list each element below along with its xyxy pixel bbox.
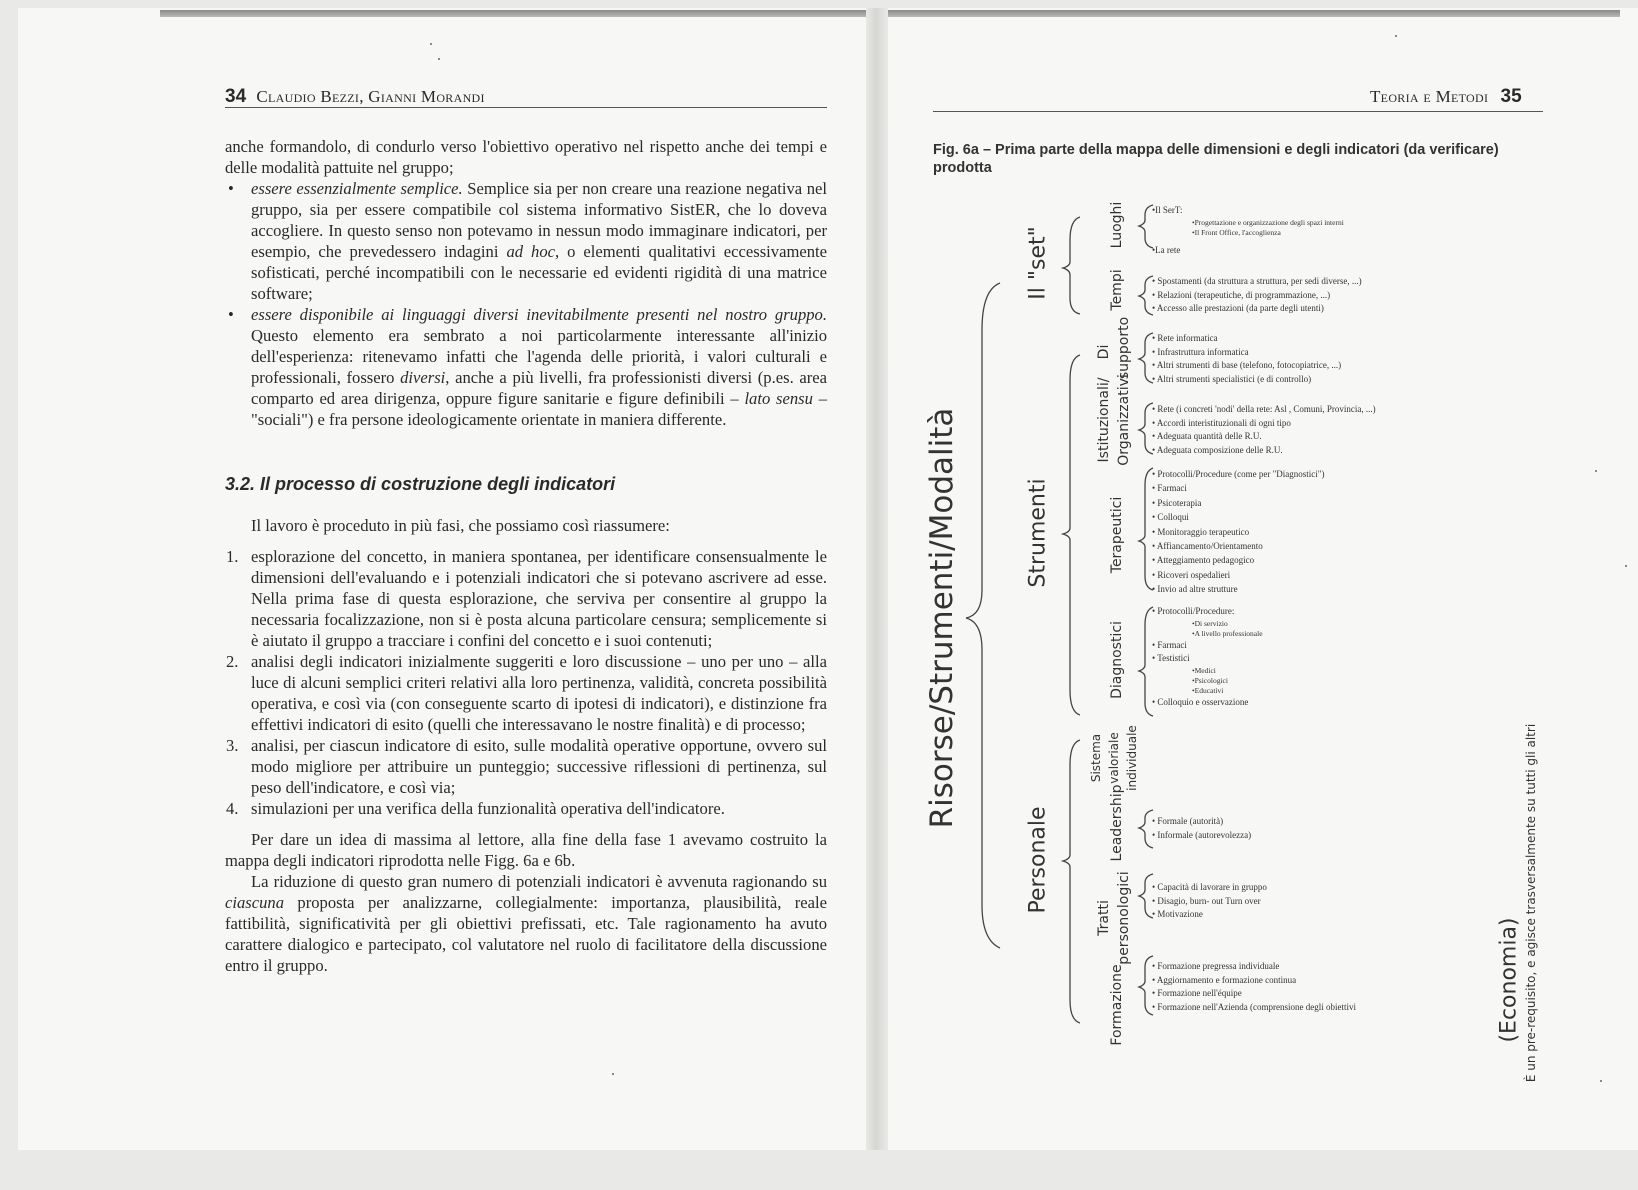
list-item: • Disagio, burn- out Turn over bbox=[1152, 895, 1261, 906]
list-item: • Colloquio e osservazione bbox=[1152, 696, 1249, 707]
scan-speck bbox=[1395, 35, 1397, 37]
list-item: • Formazione nell'Azienda (comprensione degli obiettivi bbox=[1152, 1001, 1356, 1012]
list-leadership bbox=[1152, 815, 1251, 842]
left-running-head-authors: Claudio Bezzi, Gianni Morandi bbox=[256, 87, 485, 106]
map-sub-supporto: Di bbox=[1096, 344, 1112, 360]
list-istituzionali bbox=[1152, 403, 1376, 457]
list-item: • Altri strumenti di base (telefono, fotocopiatrice, ...) bbox=[1152, 360, 1342, 370]
left-page-number: 34 bbox=[225, 86, 247, 107]
scan-speck bbox=[1625, 565, 1627, 567]
numbered-step: 3. analisi, per ciascun indicatore di esito, sulle modalità operative opportune, ovvero sul modo migliore per attribuire un punteggio; successive riflessioni di pertinenza, sul peso dell'indicatore, e così via; bbox=[226, 736, 827, 797]
list-item: • Protocolli/Procedure (come per "Diagnostici") bbox=[1152, 469, 1325, 479]
map-sub-sistema: Sistema bbox=[1089, 733, 1103, 783]
section-intro: Il lavoro è proceduto in più fasi, che possiamo così riassumere: bbox=[251, 516, 670, 535]
list-item: •Il Front Office, l'accoglienza bbox=[1192, 227, 1281, 237]
list-item: • Atteggiamento pedagogico bbox=[1152, 555, 1255, 566]
map-sub-organizzativi: Organizzativi bbox=[1116, 374, 1132, 466]
list-item: • Protocolli/Procedure: bbox=[1152, 606, 1235, 616]
bullet-item: • essere disponibile ai linguaggi diversi inevitabilmente presenti nel nostro gruppo. Questo elemento era sembrato a noi particolarmente interessante all'inizio dell'esperienza: ritenevamo infatti che l'agenda delle priorità, i valori culturali e professionali, fossero diversi, anche a più livelli, fra professionisti diversi (p.es. area comparto ed area dirigenza, oppure figure sanitarie e figure definibili – lato sensu – "sociali") e fra persone ideologicamente orientate in maniera differente. bbox=[228, 305, 827, 429]
list-item: •Educativi bbox=[1192, 685, 1224, 695]
numbered-step: 1. esplorazione del concetto, in maniera spontanea, per identificare consensualmente le dimensioni dell'evaluando e i potenziali indicatori che si potevano ascrivere ad esse. Nella prima fase di questa esplorazione, che serviva per consentire al gruppo la necessaria focalizzazione, non si è posta alcuna particolare censura; semplicemente si è aiutato il gruppo a tracciare i confini del concetto e i suoi contenuti; bbox=[226, 547, 827, 650]
list-item: • Formazione nell'équipe bbox=[1152, 988, 1242, 998]
scan-speck bbox=[430, 43, 432, 45]
list-item: •Psicologici bbox=[1192, 675, 1228, 685]
numbered-step: 4. simulazioni per una verifica della funzionalità operativa dell'indicatore. bbox=[226, 799, 725, 818]
list-item: • Farmaci bbox=[1152, 639, 1187, 650]
text-continuation: anche formandolo, di condurlo verso l'obiettivo operativo nel rispetto anche dei tempi e delle modalità pattuite nel gruppo; bbox=[225, 137, 827, 177]
list-item: • Colloqui bbox=[1152, 512, 1189, 523]
map-sub-leadership: Leadership bbox=[1109, 784, 1125, 862]
list-luoghi bbox=[1152, 204, 1344, 257]
list-item: • Informale (autorevolezza) bbox=[1152, 829, 1252, 840]
scan-speck bbox=[1600, 1080, 1602, 1082]
list-item: • Monitoraggio terapeutico bbox=[1152, 526, 1250, 537]
map-group-set: Il "set" bbox=[1025, 226, 1051, 300]
body-paragraph: La riduzione di questo gran numero di potenziali indicatori è avvenuta ragionando su ciascuna proposta per analizzarne, collegialmente: importanza, plausibilità, reale fattibilità, significatività per gli obiettivi prefissati, etc. Tale ragionamento ha avuto carattere dialogico e partecipato, col valutatore nel ruolo di facilitatore della discussione entro il gruppo. bbox=[225, 872, 827, 975]
map-sub-supporto: supporto bbox=[1116, 316, 1132, 380]
list-item: •Di servizio bbox=[1192, 618, 1228, 628]
list-formazione bbox=[1152, 960, 1356, 1014]
map-root-label: Risorse/Strumenti/Modalità bbox=[924, 407, 960, 829]
list-item: • Altri strumenti specialistici (e di controllo) bbox=[1152, 373, 1312, 384]
list-item: •Progettazione e organizzazione degli spazi interni bbox=[1192, 217, 1344, 227]
right-page-number: 35 bbox=[1500, 86, 1522, 107]
luoghi-brace bbox=[1139, 205, 1153, 248]
map-sub-sistema: individuale bbox=[1125, 725, 1139, 791]
list-item: • Invio ad altre strutture bbox=[1152, 584, 1238, 595]
list-item: • Adeguata quantità delle R.U. bbox=[1152, 431, 1262, 441]
body-paragraph: Per dare un idea di massima al lettore, alla fine della fase 1 avevamo costruito la mappa degli indicatori riprodotta nelle Figg. 6a e 6b. bbox=[225, 830, 827, 870]
list-item: •A livello professionale bbox=[1192, 628, 1263, 638]
list-item: • Aggiornamento e formazione continua bbox=[1152, 974, 1297, 985]
list-item: •Medici bbox=[1192, 665, 1216, 675]
map-sub-tratti: personologici bbox=[1116, 871, 1132, 965]
list-item: • Rete informatica bbox=[1152, 333, 1218, 343]
list-item: • Motivazione bbox=[1152, 909, 1203, 919]
map-sub-tempi: Tempi bbox=[1109, 269, 1125, 311]
list-item: • Relazioni (terapeutiche, di programmazione, ...) bbox=[1152, 289, 1331, 300]
map-sub-terapeutici: Terapeutici bbox=[1109, 496, 1125, 574]
map-sub-luoghi: Luoghi bbox=[1109, 201, 1125, 249]
map-sub-sistema: valoriale bbox=[1107, 732, 1121, 784]
map-group-personale: Personale bbox=[1025, 806, 1051, 914]
list-item: • Formazione pregressa individuale bbox=[1152, 961, 1280, 971]
list-item: •Il SerT: bbox=[1152, 205, 1183, 215]
map-sub-tratti: Tratti bbox=[1096, 900, 1112, 936]
list-terapeutici bbox=[1152, 467, 1324, 597]
list-item: • Rete (i concreti 'nodi' della rete: Asl , Comuni, Provincia, ...) bbox=[1152, 404, 1376, 414]
right-running-head-title: Teoria e Metodi bbox=[1370, 87, 1489, 106]
list-item: • Accordi interistituzionali di ogni tipo bbox=[1152, 417, 1291, 428]
numbered-step: 2. analisi degli indicatori inizialmente suggeriti e loro discussione – uno per uno – alla luce di alcuni semplici criteri relativi alla loro pertinenza, validità, concreta possibilità operativa, e così via (con conseguente scarto di ipotesi di indicatori), e distinzione fra effettivi indicatori di esito (quelli che interessavano le nostre finalità) e di processo; bbox=[226, 652, 827, 734]
map-group-strumenti: Strumenti bbox=[1025, 478, 1051, 588]
list-item: • Adeguata composizione delle R.U. bbox=[1152, 444, 1283, 455]
root-brace bbox=[966, 283, 1000, 948]
list-item: • Farmaci bbox=[1152, 483, 1187, 494]
list-item: • Psicoterapia bbox=[1152, 497, 1202, 508]
map-sub-diagnostici: Diagnostici bbox=[1109, 621, 1125, 699]
list-diagnostici bbox=[1152, 605, 1263, 709]
map-sub-formazione: Formazione bbox=[1109, 964, 1125, 1046]
set-brace bbox=[1063, 217, 1080, 314]
list-item: • Ricoveri ospedalieri bbox=[1152, 569, 1231, 580]
bullet-item: • essere essenzialmente semplice. Semplice sia per non creare una reazione negativa nel gruppo, sia per essere compatibile col sistema informativo SistER, che lo doveva accogliere. In questo senso non potevamo in nessun modo immaginare indicatori, per esempio, che prevedessero indagini ad hoc, o elementi qualitativi eccessivamente sofisticati, perché incompatibili con le necessarie ed evidenti rigidità di una matrice software; bbox=[228, 179, 827, 303]
list-item: • Infrastruttura informatica bbox=[1152, 346, 1249, 357]
list-item: • Spostamenti (da struttura a struttura, per sedi diverse, ...) bbox=[1152, 276, 1362, 286]
section-heading: 3.2. Il processo di costruzione degli indicatori bbox=[225, 474, 616, 494]
economia-label: (Economia) bbox=[1496, 917, 1522, 1043]
scan-speck bbox=[438, 58, 440, 60]
personale-brace bbox=[1063, 740, 1080, 1023]
list-tratti bbox=[1152, 881, 1267, 922]
figure-caption: Fig. 6a – Prima parte della mappa delle dimensioni e degli indicatori (da verificare) prodotta bbox=[933, 142, 1499, 176]
list-tempi bbox=[1152, 275, 1362, 316]
list-item: • Accesso alle prestazioni (da parte degli utenti) bbox=[1152, 303, 1324, 313]
strumenti-brace bbox=[1063, 355, 1080, 715]
list-item: • Testistici bbox=[1152, 653, 1190, 663]
list-item: • Capacità di lavorare in gruppo bbox=[1152, 882, 1267, 892]
economia-note: È un pre-requisito, e agisce trasversalmente su tutti gli altri bbox=[1524, 723, 1538, 1083]
scan-speck bbox=[612, 1073, 614, 1075]
list-item: • Formale (autorità) bbox=[1152, 816, 1224, 826]
list-item: •La rete bbox=[1152, 244, 1181, 255]
list-supporto bbox=[1152, 332, 1341, 386]
map-sub-istituzionali: Istituzionali/ bbox=[1096, 377, 1112, 463]
list-item: • Affiancamento/Orientamento bbox=[1152, 541, 1263, 552]
scan-speck bbox=[1595, 470, 1597, 472]
